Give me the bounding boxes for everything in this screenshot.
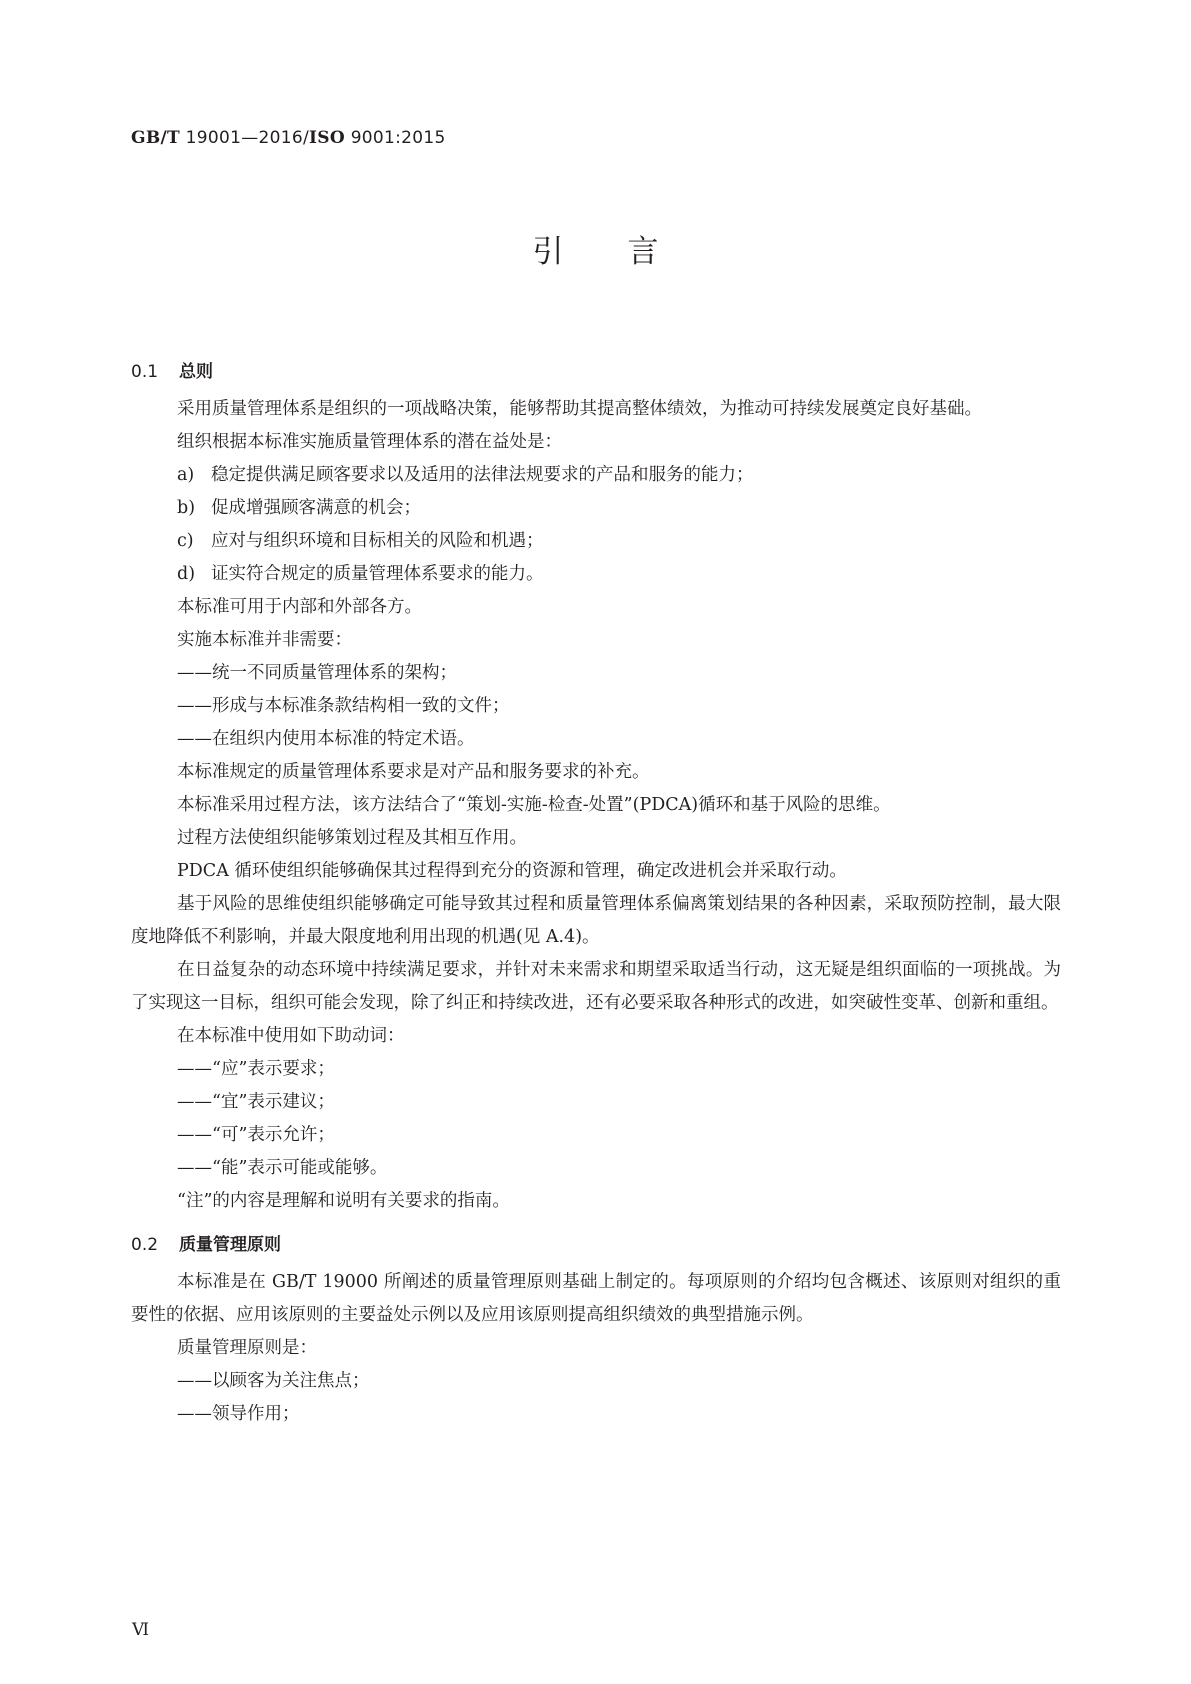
- list-item: [131, 558, 1061, 591]
- section-number: 0.2: [131, 1235, 159, 1255]
- paragraph: 基于风险的思维使组织能够确定可能导致其过程和质量管理体系偏离策划结果的各种因素，采取预防控制，最大限度地降低不利影响，并最大限度地利用出现的机遇(见 A.4)。: [131, 894, 1061, 947]
- dash-item: ——“宜”表示建议；: [177, 1092, 335, 1112]
- list-text: 应对与组织环境和目标相关的风险和机遇；: [211, 531, 544, 551]
- paragraph: 实施本标准并非需要：: [177, 630, 352, 650]
- list-marker: d): [177, 564, 196, 584]
- section-number: 0.1: [131, 362, 159, 382]
- section-name: 质量管理原则: [179, 1235, 281, 1255]
- std-number: 19001—2016/: [179, 128, 310, 148]
- dash-item: ——以顾客为关注焦点；: [177, 1371, 370, 1391]
- iso-number: 9001:2015: [344, 128, 446, 148]
- dash-item: ——领导作用；: [177, 1404, 300, 1424]
- dash-item: ——“可”表示允许；: [177, 1125, 335, 1145]
- std-code: GB/T: [131, 128, 180, 148]
- list-item: [131, 459, 1061, 492]
- section-0-1-body: [131, 393, 1061, 1218]
- list-item: [131, 492, 1061, 525]
- section-name: 总则: [179, 362, 213, 382]
- list-text: 证实符合规定的质量管理体系要求的能力。: [211, 564, 544, 584]
- standard-header: [131, 128, 446, 148]
- paragraph: 采用质量管理体系是组织的一项战略决策，能够帮助其提高整体绩效，为推动可持续发展奠定良好基础。: [177, 399, 982, 419]
- list-text: 稳定提供满足顾客要求以及适用的法律法规要求的产品和服务的能力；: [211, 465, 754, 485]
- page-title: 引言: [532, 234, 723, 270]
- paragraph: 在日益复杂的动态环境中持续满足要求，并针对未来需求和期望采取适当行动，这无疑是组织面临的一项挑战。为了实现这一目标，组织可能会发现，除了纠正和持续改进，还有必要采取各种形式的改进，如突破性变革、创新和重组。: [131, 960, 1061, 1013]
- paragraph: 组织根据本标准实施质量管理体系的潜在益处是：: [177, 432, 562, 452]
- list-item: [131, 525, 1061, 558]
- paragraph: 本标准规定的质量管理体系要求是对产品和服务要求的补充。: [177, 762, 650, 782]
- section-heading-0-1: [131, 357, 213, 382]
- list-text: 促成增强顾客满意的机会；: [211, 498, 421, 518]
- dash-item: ——“应”表示要求；: [177, 1059, 335, 1079]
- iso-code: ISO: [309, 128, 345, 148]
- paragraph: 本标准是在 GB/T 19000 所阐述的质量管理原则基础上制定的。每项原则的介绍均包含概述、该原则对组织的重要性的依据、应用该原则的主要益处示例以及应用该原则提高组织绩效的典型措施示例。: [131, 1272, 1061, 1325]
- page-number: Ⅵ: [132, 1620, 150, 1640]
- dash-item: ——“能”表示可能或能够。: [177, 1158, 388, 1178]
- list-marker: a): [177, 465, 195, 485]
- dash-item: ——形成与本标准条款结构相一致的文件；: [177, 696, 510, 716]
- paragraph: “注”的内容是理解和说明有关要求的指南。: [177, 1191, 510, 1211]
- list-marker: b): [177, 498, 196, 518]
- list-marker: c): [177, 531, 194, 551]
- paragraph: 本标准可用于内部和外部各方。: [177, 597, 422, 617]
- dash-item: ——统一不同质量管理体系的架构；: [177, 663, 457, 683]
- dash-item: ——在组织内使用本标准的特定术语。: [177, 729, 475, 749]
- paragraph: PDCA 循环使组织能够确保其过程得到充分的资源和管理，确定改进机会并采取行动。: [177, 861, 847, 881]
- paragraph: 质量管理原则是：: [177, 1338, 317, 1358]
- paragraph: 本标准采用过程方法，该方法结合了“策划-实施-检查-处置”(PDCA)循环和基于风险的思维。: [177, 795, 891, 815]
- paragraph: 在本标准中使用如下助动词：: [177, 1026, 405, 1046]
- paragraph: 过程方法使组织能够策划过程及其相互作用。: [177, 828, 527, 848]
- section-heading-0-2: [131, 1230, 281, 1255]
- section-0-2-body: [131, 1266, 1061, 1431]
